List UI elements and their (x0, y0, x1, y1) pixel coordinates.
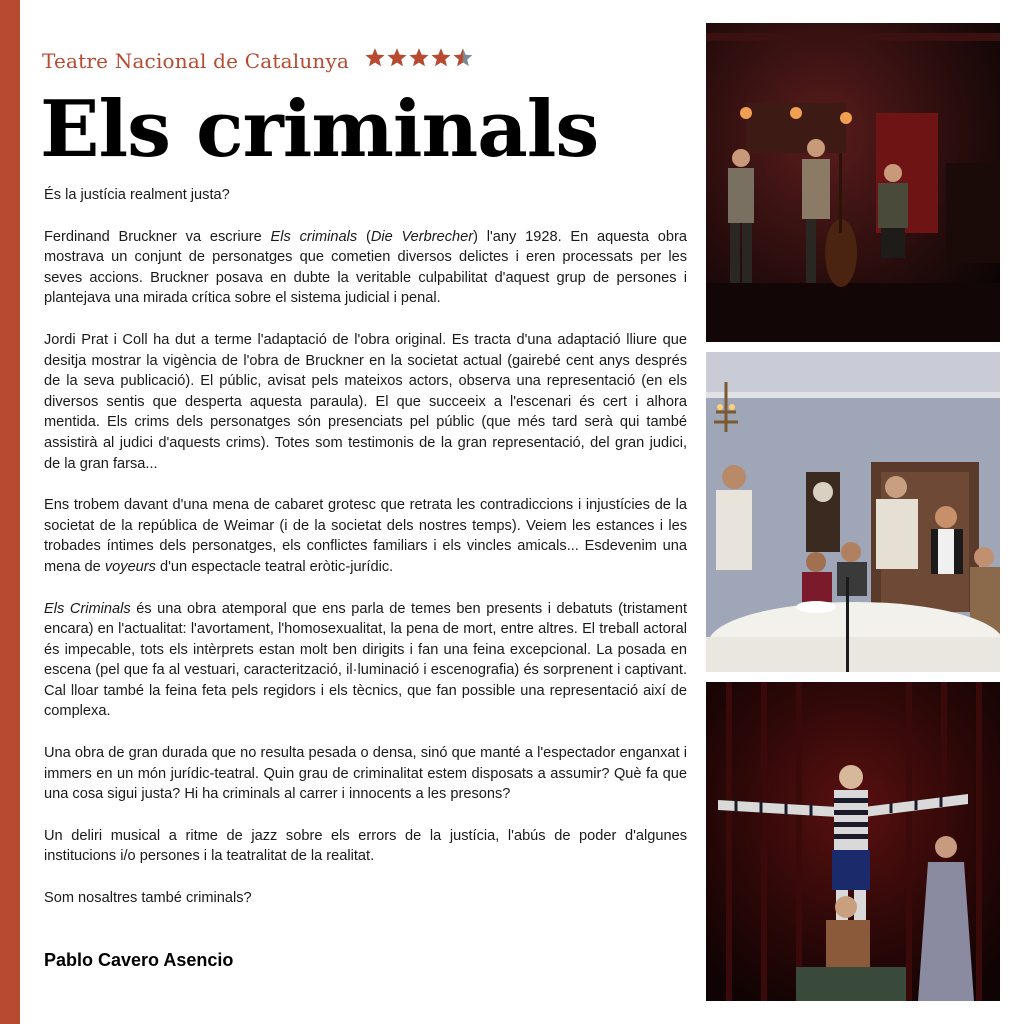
star-icon (452, 47, 474, 69)
paragraph-3: Ens trobem davant d'una mena de cabaret grotesc que retrata les contradiccions i injustícies de la societat de la república de Weimar (i de la societat dels nostres temps). Veiem les estances i les trobades íntimes dels personatges, els conflictes familiars i els vincles amicals... Esdevenim una mena de voyeurs d'un espectacle teatral eròtic-jurídic. (44, 497, 687, 575)
page-title: Els criminals (40, 84, 599, 175)
star-icon (430, 47, 452, 69)
star-icon (408, 47, 430, 69)
star-icon (364, 47, 386, 69)
paragraph-6: Un deliri musical a ritme de jazz sobre els errors de la justícia, l'abús de poder d'algunes institucions i/o persones i la teatralitat de la realitat. (44, 827, 687, 865)
stage-photo-band (706, 23, 1000, 342)
accent-side-bar (0, 0, 20, 1024)
stage-photo-performer (706, 682, 1000, 1001)
closing-question: Som nosaltres també criminals? (44, 890, 252, 907)
paragraph-4: Els Criminals és una obra atemporal que ens parla de temes ben presents i debatuts (tristament encara) en l'actualitat: l'avortament, l'homosexualitat, la pena de mort, entre altres. El treball actoral és impecable, tots els intèrprets estan molt ben dirigits i fan una feina excepcional. La posada en escena (pel que fa al vestuari, caracterització, il·luminació i escenografia) és sorprenent i captivant. Cal lloar també la feina feta pels regidors i els tècnics, que fan possible una representació així de complexa. (44, 600, 687, 720)
star-rating (364, 47, 474, 75)
star-icon (386, 47, 408, 69)
paragraph-5: Una obra de gran durada que no resulta pesada o densa, sinó que manté a l'espectador enganxat i immers en un món jurídic-teatral. Quin grau de criminalitat estem disposats a assumir? Què fa que una cosa sigui justa? Hi ha criminals al carrer i innocents a les presons? (44, 745, 687, 803)
stage-photo-dinner (706, 352, 1000, 672)
author-name: Pablo Cavero Asencio (44, 950, 234, 970)
venue-name: Teatre Nacional de Catalunya (42, 49, 350, 73)
paragraph-1: Ferdinand Bruckner va escriure Els criminals (Die Verbrecher) l'any 1928. En aquesta obra mostrava un conjunt de personatges que cometien diversos delictes i eren processats per les seves accions. Bruckner posava en dubte la veritable culpabilitat d'aquest grup de persones i plantejava una mirada crítica sobre el sistema judicial i penal. (44, 228, 687, 307)
review-article (44, 185, 687, 930)
paragraph-2: Jordi Prat i Coll ha dut a terme l'adaptació de l'obra original. Es tracta d'una adaptació lliure que desitja mostrar la vigència de l'obra de Bruckner en la societat actual (gairebé cent anys després de la seva publicació). El públic, avisat pels mateixos actors, observa una representació (en els diversos sentis que desperta aquesta paraula). El que succeeix a l'escenari és cert i alhora mentida. Els crims dels personatges són presenciats pel públic (que més tard serà qui també assistirà al judici d'aquests crims). Totes som testimonis de la gran representació, del gran judici, de la gran farsa... (44, 331, 687, 472)
lead-question: És la justícia realment justa? (44, 187, 230, 203)
